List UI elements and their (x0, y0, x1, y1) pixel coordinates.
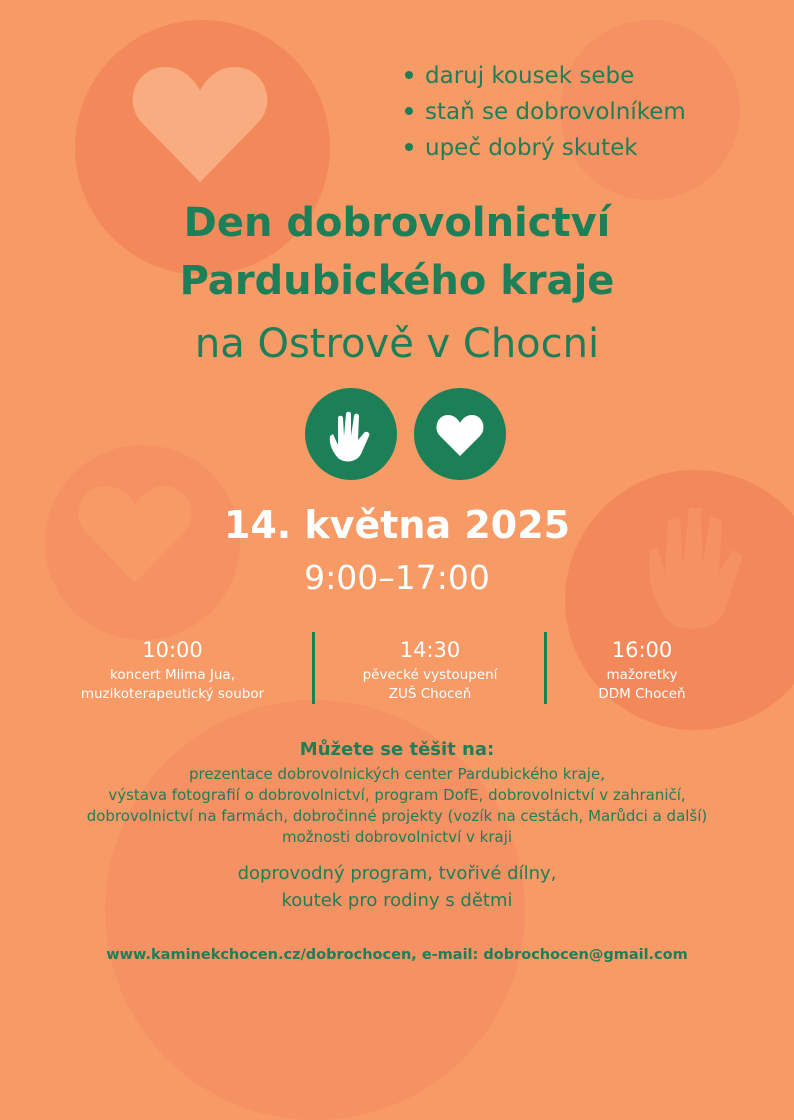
extra-program-line: doprovodný program, tvořivé dílny, (237, 863, 557, 884)
slogan-item: daruj kousek sebe (405, 58, 686, 94)
program-title: Můžete se těšit na: (299, 739, 495, 760)
schedule-time: 10:00 (142, 638, 203, 662)
program-line: dobrovolnictví na farmách, dobročinné projekty (vozík na cestách, Marůdci a další) (86, 807, 708, 825)
event-title-line2: Pardubického kraje (179, 258, 615, 304)
schedule-desc: DDM Choceň (598, 686, 686, 702)
program-line: prezentace dobrovolnických center Pardubického kraje, (189, 765, 605, 783)
event-date: 14. května 2025 (223, 503, 571, 547)
schedule-time: 14:30 (399, 638, 461, 662)
schedule-item (562, 634, 722, 704)
schedule-desc: muzikoterapeutický soubor (80, 686, 265, 702)
schedule-divider (544, 632, 547, 704)
slogan-list (405, 58, 686, 166)
schedule-item (330, 634, 530, 704)
event-title-line3: na Ostrově v Chocni (194, 321, 600, 367)
event-time: 9:00–17:00 (304, 558, 490, 597)
slogan-item: staň se dobrovolníkem (405, 94, 686, 130)
bg-heart-icon (130, 60, 270, 185)
schedule-desc: mažoretky (606, 667, 678, 683)
program-line: možnosti dobrovolnictví v kraji (281, 828, 513, 846)
contact-footer[interactable]: www.kaminekchocen.cz/dobrochocen, e-mail: dobrochocen@gmail.com (106, 947, 688, 963)
hand-icon (305, 388, 397, 480)
schedule-divider (312, 632, 315, 704)
schedule-desc: ZUŠ Choceň (388, 686, 472, 702)
schedule-desc: koncert Mlima Jua, (110, 667, 235, 683)
extra-program-line: koutek pro rodiny s dětmi (281, 890, 513, 911)
schedule-time: 16:00 (611, 638, 673, 662)
slogan-item: upeč dobrý skutek (405, 130, 686, 166)
schedule-item (60, 634, 285, 704)
schedule-desc: pěvecké vystoupení (362, 667, 498, 683)
program-line: výstava fotografií o dobrovolnictví, program DofE, dobrovolnictví v zahraničí, (108, 786, 686, 804)
heart-icon (414, 388, 506, 480)
event-title-line1: Den dobrovolnictví (183, 200, 611, 246)
